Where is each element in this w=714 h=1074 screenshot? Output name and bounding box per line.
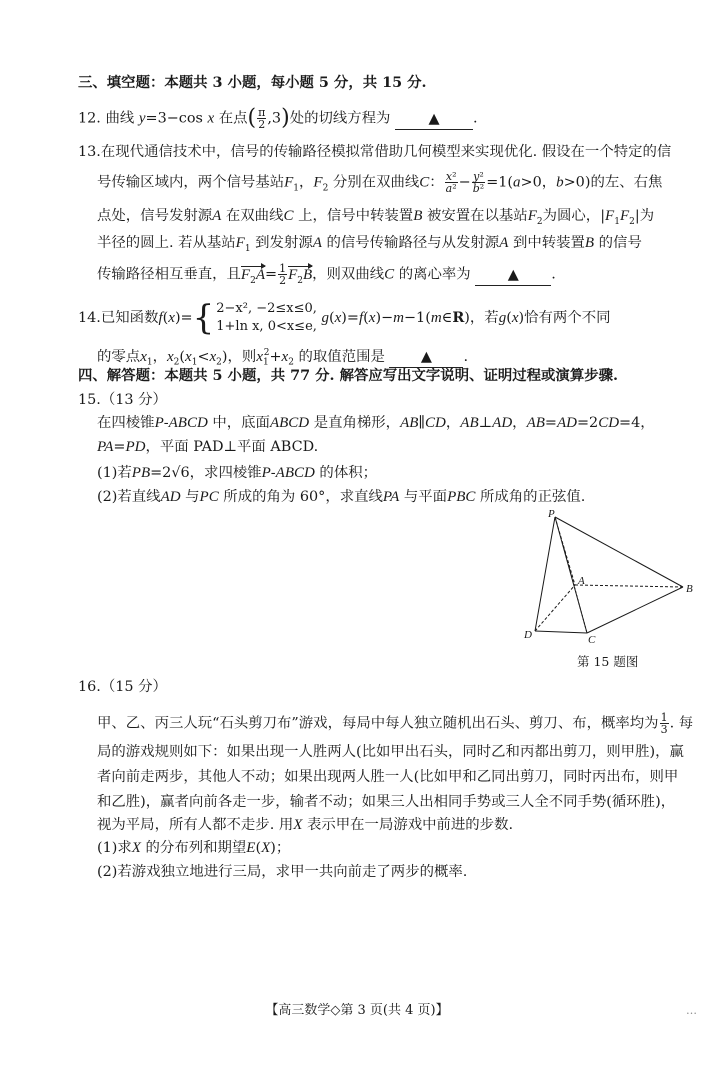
q16-line1: 甲、乙、丙三人玩“石头剪刀布”游戏，每局中每人独立随机出石头、剪刀、布，概率均为 $\frac{1}{3}$ . 每 — [97, 711, 694, 736]
answer-marker: ▲ — [420, 348, 432, 365]
q14-text: ，若 — [469, 310, 499, 326]
q12-text: 曲线 — [105, 110, 135, 127]
q12-end: . — [473, 110, 478, 127]
edge-AB — [575, 585, 683, 587]
q16-sub2: (2)若游戏独立地进行三局，求甲一共向前走了两步的概率. — [97, 864, 468, 880]
q13-end: . — [551, 266, 556, 283]
q15-sub2: (2)若直线AD 与PC 所成的角为 60°，求直线PA 与平面PBC 所成角的正弦值. — [97, 489, 586, 505]
edge-PA — [555, 517, 575, 585]
q13-text: 被安置在以基站 — [426, 208, 528, 224]
q13-line2: 号传输区域内，两个信号基站$F_1$，$F_2$ 分别在双曲线C： $\frac{\text{x²}}{\text{a²}}$ − $\frac{\text{y²}}{\text{b²}}$ =1(a>0，b>0)的左、右焦 — [97, 170, 663, 195]
q12-text-tangent: 处的切线方程为 — [289, 110, 391, 127]
q16-text: 的分布列和期望 — [145, 840, 247, 856]
q16-text: 视为平局，所有人都不走步. 用 — [97, 817, 294, 833]
label-B: B — [686, 583, 693, 595]
q14-answer-blank — [389, 347, 463, 368]
q16-text: ； — [275, 840, 291, 856]
q16-text: . 每 — [669, 715, 694, 732]
q12-answer-blank — [395, 109, 473, 130]
q15-line1: 在四棱锥P-ABCD 中，底面ABCD 是直角梯形，AB∥CD，AB⊥AD，AB=AD=2CD=4， — [97, 415, 655, 431]
q16-text: 甲、乙、丙三人玩“石头剪刀布”游戏，每局中每人独立随机出石头、剪刀、布，概率均为 — [97, 715, 659, 732]
q13-answer-blank — [475, 265, 551, 286]
q15-text: 所成的角为 60°，求直线 — [223, 489, 383, 505]
q13-text: 半径的圆上. 若从基站 — [97, 235, 236, 251]
q14-number: 14. — [78, 310, 101, 326]
q16-header: 16.（15 分） — [78, 679, 167, 695]
q14-text: ，则 — [227, 348, 257, 365]
q15-text: 中，底面 — [212, 415, 270, 431]
q14-text: 已知函数 — [100, 310, 159, 326]
q14-line1: 14.已知函数f(x)={ 2−x², −2≤x≤0, 1+ln x, 0<x≤e, g(x)=f(x)−m−1(m∈R)，若g(x)恰有两个不同 — [78, 298, 611, 338]
q15-text: 的体积； — [319, 465, 377, 481]
q12-number: 12. — [78, 110, 101, 127]
answer-marker: ▲ — [507, 266, 519, 283]
q13-text: 到发射源 — [255, 235, 313, 251]
q15-text: ，求四棱锥 — [189, 465, 262, 481]
q14-case1: 2−x², −2≤x≤0, — [216, 301, 317, 316]
q12: 12. 曲线 y=3−cos x 在点( $\frac{\pi}{2}$ ,3)处的切线方程为 ▲ . — [78, 105, 478, 131]
q15-line2: PA=PD，平面 PAD⊥平面 ABCD. — [97, 439, 319, 455]
q13-text: 点处，信号发射源 — [97, 208, 213, 224]
edge-DA — [535, 585, 575, 631]
q13-text: 为 — [639, 208, 655, 224]
q15-text: 所成角的正弦值. — [480, 489, 586, 505]
q13-text: 号传输区域内，两个信号基站 — [97, 174, 285, 191]
q16-line2: 局的游戏规则如下：如果出现一人胜两人(比如甲出石头，同时乙和丙都出剪刀，则甲胜)，赢 — [97, 744, 684, 760]
q13-line1 — [78, 142, 671, 162]
q14-end: . — [463, 348, 469, 365]
q15-text: 是直角梯形， — [313, 415, 401, 431]
q13-text: 到中转装置 — [512, 235, 585, 251]
q13-line3: 点处，信号发射源A 在双曲线C 上，信号中转装置B 被安置在以基站$F_2$为圆心，$|F_1F_2|$为 — [97, 208, 655, 227]
q13-text: 的左、右焦 — [590, 174, 663, 191]
label-C: C — [588, 634, 596, 645]
q16-text: 表示甲在一局游戏中前进的步数. — [306, 817, 514, 833]
q15-pyramid-figure — [515, 505, 700, 645]
q13-text: 为圆心， — [542, 208, 601, 224]
q15-text: (1)若 — [97, 465, 132, 481]
q13-text: ，则双曲线 — [312, 266, 385, 283]
answer-marker: ▲ — [428, 110, 440, 127]
q13-text: 的信号 — [598, 235, 642, 251]
q13-text: 分别在双曲线 — [332, 174, 420, 191]
q15-header: 15.（13 分） — [78, 392, 167, 408]
q16-line4: 和乙胜)，赢者向前各走一步，输者不动；如果三人出相同手势或三人全不同手势(循环胜)， — [97, 794, 676, 810]
q16-line5: 视为平局，所有人都不走步. 用X 表示甲在一局游戏中前进的步数. — [97, 817, 514, 833]
edge-PD — [535, 517, 555, 631]
edge-CB — [587, 587, 683, 633]
q16-line3: 者向前走两步，其他人不动；如果出现两人胜一人(比如甲和乙同出剪刀，同时丙出布，则甲 — [97, 769, 679, 785]
q15-figure-caption: 第 15 题图 — [577, 654, 639, 669]
q13-text: 传输路径相互垂直，且 — [97, 266, 241, 283]
footer-dots: … — [686, 1004, 697, 1017]
q13-line5: 传输路径相互垂直，且$F_2A=$ $\frac{1}{2}$ $F_2B$，则双曲线C 的离心率为 ▲ . — [97, 263, 556, 290]
edge-DC — [535, 631, 587, 633]
q13-text: 上，信号中转装置 — [298, 208, 414, 224]
q13-text: 在现代通信技术中，信号的传输路径模拟常借助几何模型来实现优化. 假设在一个特定的信 — [100, 144, 672, 160]
q14-line2: 的零点$x_1$，$x_2(x_1<x_2)$，则$x_1^2+x_2$ 的取值范围是 ▲ . — [97, 348, 469, 368]
label-A: A — [578, 575, 585, 587]
label-D: D — [524, 629, 532, 641]
q15-text: 在四棱锥 — [97, 415, 155, 431]
q16-text: (1)求 — [97, 840, 132, 856]
q15-text: ，平面 PAD⊥平面 ABCD. — [145, 439, 319, 455]
page-footer: 【高三数学◇第 3 页(共 4 页)】 — [265, 1003, 449, 1018]
q16-sub1: (1)求X 的分布列和期望E(X)； — [97, 840, 291, 856]
q15-sub1: (1)若PB=2√6，求四棱锥P-ABCD 的体积； — [97, 465, 377, 481]
q12-text-point: 在点 — [218, 110, 248, 127]
q13-text: 的离心率为 — [398, 266, 471, 283]
edge-PB — [555, 517, 683, 587]
section3-title: 三、填空题：本题共 3 小题，每小题 5 分，共 15 分. — [78, 74, 427, 91]
q14-text: 恰有两个不同 — [524, 310, 611, 326]
q13-line4: 半径的圆上. 若从基站$F_1$ 到发射源A 的信号传输路径与从发射源A 到中转装置B 的信号 — [97, 235, 642, 254]
q13-text: 的信号传输路径与从发射源 — [326, 235, 500, 251]
hidden-line — [563, 545, 587, 633]
q13-text: 在双曲线 — [225, 208, 284, 224]
q15-text: (2)若直线 — [97, 489, 161, 505]
q15-text: 与 — [185, 489, 200, 505]
q13-number: 13. — [78, 144, 101, 160]
label-P: P — [548, 508, 555, 520]
q15-text: 与平面 — [403, 489, 448, 505]
section4-title: 四、解答题：本题共 5 小题，共 77 分. 解答应写出文字说明、证明过程或演算步骤. — [78, 367, 619, 384]
q14-text: 的取值范围是 — [298, 348, 385, 365]
q14-case2: 1+ln x, 0<x≤e, — [216, 319, 317, 334]
q14-text: 的零点 — [97, 348, 141, 365]
